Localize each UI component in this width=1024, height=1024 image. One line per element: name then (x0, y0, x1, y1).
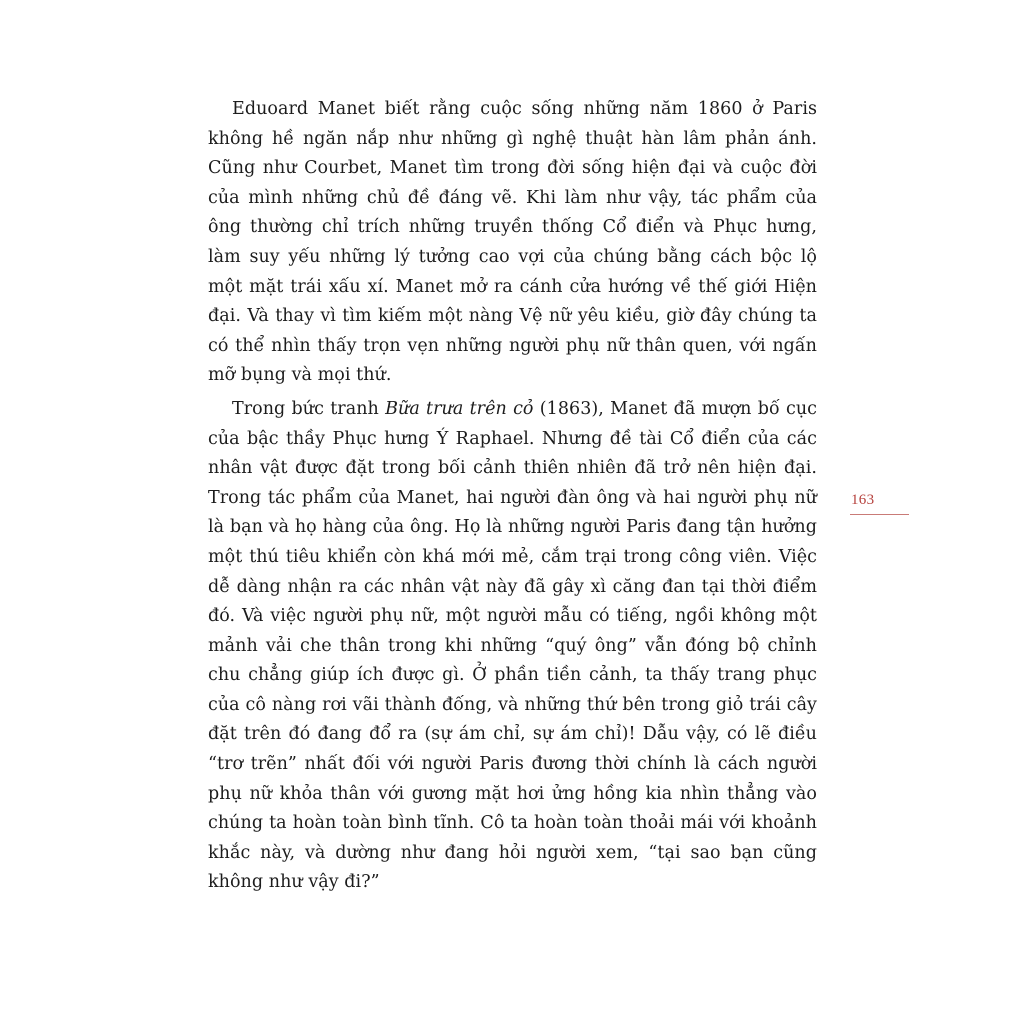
body-text (208, 95, 817, 902)
page-number: 163 (851, 492, 875, 508)
paragraph-2-body: (1863), Manet đã mượn bố cục của bậc thầy Phục hưng Ý Raphael. Nhưng đề tài Cổ điển của các nhân vật được đặt trong bối cảnh thiên nhiên đã trở nên hiện đại. Trong tác phẩm của Manet, hai người đàn ông và hai người phụ nữ là bạn và họ hàng của ông. Họ là những người Paris đang tận hưởng một thú tiêu khiển còn khá mới mẻ, cắm trại trong công viên. Việc dễ dàng nhận ra các nhân vật này đã gây xì căng đan tại thời điểm đó. Và việc người phụ nữ, một người mẫu có tiếng, ngồi không một mảnh vải che thân trong khi những “quý ông” vẫn đóng bộ chỉnh chu chẳng giúp ích được gì. Ở phần tiền cảnh, ta thấy trang phục của cô nàng rơi vãi thành đống, và những thứ bên trong giỏ trái cây đặt trên đó đang đổ ra (sự ám chỉ, sự ám chỉ)! Dẫu vậy, có lẽ điều “trơ trẽn” nhất đối với người Paris đương thời chính là cách người phụ nữ khỏa thân với gương mặt hơi ửng hồng kia nhìn thẳng vào chúng ta hoàn toàn bình tĩnh. Cô ta hoàn toàn thoải mái với khoảnh khắc này, và dường như đang hỏi người xem, “tại sao bạn cũng không như vậy đi?” (208, 398, 817, 893)
paragraph-1: Eduoard Manet biết rằng cuộc sống những năm 1860 ở Paris không hề ngăn nắp như những gì nghệ thuật hàn lâm phản ánh. Cũng như Courbet, Manet tìm trong đời sống hiện đại và cuộc đời của mình những chủ đề đáng vẽ. Khi làm như vậy, tác phẩm của ông thường chỉ trích những truyền thống Cổ điển và Phục hưng, làm suy yếu những lý tưởng cao vợi của chúng bằng cách bộc lộ một mặt trái xấu xí. Manet mở ra cánh cửa hướng về thế giới Hiện đại. Và thay vì tìm kiếm một nàng Vệ nữ yêu kiều, giờ đây chúng ta có thể nhìn thấy trọn vẹn những người phụ nữ thân quen, với ngấn mỡ bụng và mọi thứ. (208, 99, 817, 386)
paragraph-2 (208, 395, 817, 898)
paragraph-2-intro: Trong bức tranh (232, 398, 386, 419)
page-number-rule (850, 514, 909, 515)
artwork-title: Bữa trưa trên cỏ (385, 398, 534, 419)
